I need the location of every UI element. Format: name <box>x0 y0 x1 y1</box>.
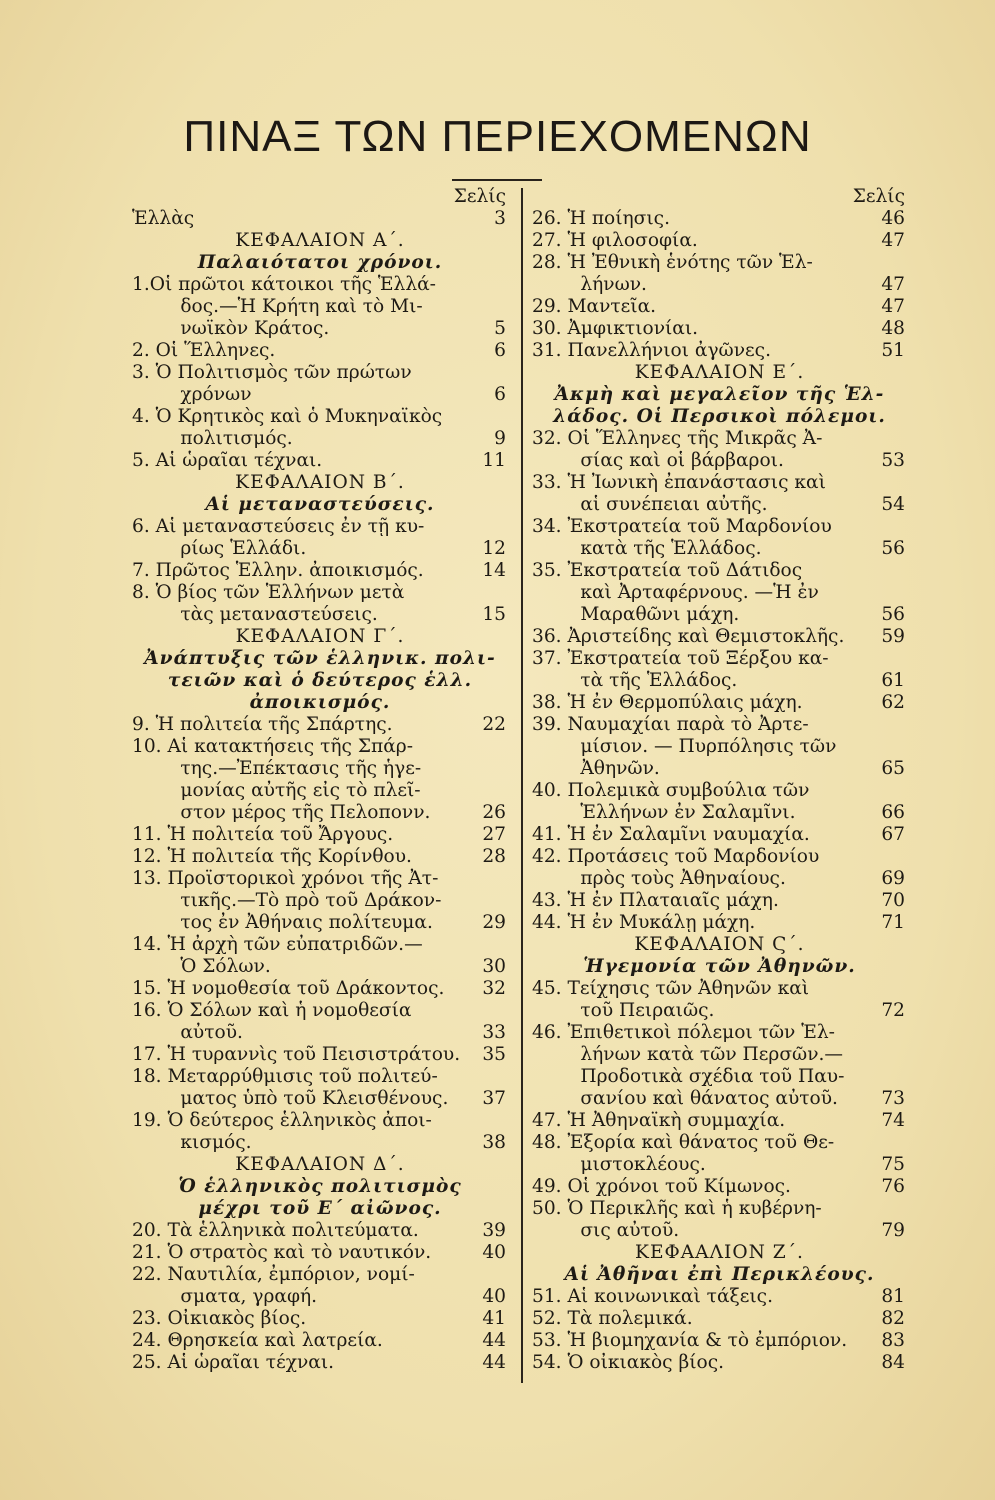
toc-entry <box>132 1352 508 1374</box>
page-number: 28 <box>482 846 506 867</box>
page-number: 74 <box>881 1110 905 1131</box>
entry-text-line: 9. Ἡ πολιτεία τῆς Σπάρτης. <box>132 714 393 735</box>
chapter-subtitle <box>132 252 508 274</box>
toc-entry <box>532 1110 907 1132</box>
toc-entry <box>532 846 907 890</box>
toc-entry <box>132 1242 508 1264</box>
entry-text-line: δος.—Ἡ Κρήτη καὶ τὸ Μι- <box>180 296 423 317</box>
entry-text-line: 28. Ἡ Ἐθνικὴ ἑνότης τῶν Ἑλ- <box>532 252 813 273</box>
entry-text-line: 32. Οἱ Ἕλληνες τῆς Μικρᾶς Ἀ- <box>532 428 823 449</box>
chapter-subtitle <box>532 1264 907 1286</box>
toc-entry <box>532 1286 907 1308</box>
page-number: 22 <box>482 714 506 735</box>
entry-text-line: 29. Μαντεῖα. <box>532 296 657 317</box>
entry-text-line: Ὁ Σόλων. <box>180 956 271 977</box>
entry-text-line: 38. Ἡ ἐν Θερμοπύλαις μάχη. <box>532 692 803 713</box>
entry-text-line: κατὰ τῆς Ἑλλάδος. <box>580 538 762 559</box>
page-number: 44 <box>482 1330 506 1351</box>
page-number: 40 <box>482 1242 506 1263</box>
entry-text-line: ΚΕΦΑΛΑΙΟΝ Δ΄. <box>235 1154 405 1175</box>
entry-text-line: 49. Οἱ χρόνοι τοῦ Κίμωνος. <box>532 1176 791 1197</box>
entry-text-line: 22. Ναυτιλία, ἐμπόριον, νομί- <box>132 1264 415 1285</box>
chapter-heading <box>532 934 907 956</box>
toc-entry <box>132 582 508 626</box>
toc-entry <box>532 648 907 692</box>
toc-entry <box>532 252 907 296</box>
entry-text-line: τοῦ Πειραιῶς. <box>580 1000 715 1021</box>
entry-text-line: στον μέρος τῆς Πελοπονν. <box>180 802 431 823</box>
entry-text-line: 10. Αἱ κατακτήσεις τῆς Σπάρ- <box>132 736 414 757</box>
page-number: 61 <box>881 670 905 691</box>
entry-text-line: μιστοκλέους. <box>580 1154 706 1175</box>
page-number: 6 <box>494 384 506 405</box>
page-number: 71 <box>881 912 905 933</box>
entry-text-line: 53. Ἡ βιομηχανία & τὸ ἐμπόριον. <box>532 1330 848 1351</box>
toc-entry <box>532 1352 907 1374</box>
chapter-subtitle <box>132 1176 508 1220</box>
entry-text-line: μίσιον. — Πυρπόλησις τῶν <box>580 736 837 757</box>
page-number: 47 <box>881 274 905 295</box>
entry-text-line: 52. Τὰ πολεμικά. <box>532 1308 693 1329</box>
entry-text-line: 1.Οἱ πρῶτοι κάτοικοι τῆς Ἑλλά- <box>132 274 436 295</box>
entry-text-line: 25. Αἱ ὡραῖαι τέχναι. <box>132 1352 335 1373</box>
entry-text-line: 43. Ἡ ἐν Πλαταιαῖς μάχη. <box>532 890 779 911</box>
toc-entry <box>532 1330 907 1352</box>
chapter-subtitle <box>132 494 508 516</box>
page-number: 66 <box>881 802 905 823</box>
entry-text-line: 13. Προϊστορικοὶ χρόνοι τῆς Ἀτ- <box>132 868 439 889</box>
entry-text-line: 3. Ὁ Πολιτισμὸς τῶν πρώτων <box>132 362 412 383</box>
entry-text-line: 31. Πανελλήνιοι ἀγῶνες. <box>532 340 771 361</box>
entry-text-line: καὶ Ἀρταφέρνους. —Ἡ ἐν <box>580 582 819 603</box>
entry-text-line: Ἀνάπτυξις τῶν ἑλληνικ. πολι- <box>144 648 496 669</box>
entry-text-line: ΚΕΦΑΑΛΙΟΝ Ζ΄. <box>635 1242 804 1263</box>
toc-entry <box>532 890 907 912</box>
page-number: 83 <box>881 1330 905 1351</box>
toc-entry <box>132 1110 508 1154</box>
page-number: 39 <box>482 1220 506 1241</box>
entry-text-line: Μαραθῶνι μάχη. <box>580 604 740 625</box>
entry-text-line: 18. Μεταρρύθμισις τοῦ πολιτεύ- <box>132 1066 438 1087</box>
page-number: 41 <box>482 1308 506 1329</box>
toc-entry <box>532 1198 907 1242</box>
entry-text-line: ΚΕΦΑΛΑΙΟΝ Γ΄. <box>235 626 405 647</box>
chapter-heading <box>132 472 508 494</box>
page-number: 48 <box>881 318 905 339</box>
entry-text-line: ΚΕΦΑΛΑΙΟΝ Α΄. <box>235 230 405 251</box>
page-number: 72 <box>881 1000 905 1021</box>
page-number: 14 <box>482 560 506 581</box>
page-number: 81 <box>881 1286 905 1307</box>
entry-text-line: Ἑλλήνων ἐν Σαλαμῖνι. <box>580 802 796 823</box>
entry-text-line: 26. Ἡ ποίησις. <box>532 208 670 229</box>
entry-text-line: αὐτοῦ. <box>180 1022 243 1043</box>
entry-text-line: 21. Ὁ στρατὸς καὶ τὸ ναυτικόν. <box>132 1242 432 1263</box>
page-number: 56 <box>881 538 905 559</box>
page-number: 29 <box>482 912 506 933</box>
chapter-heading <box>132 230 508 252</box>
left-column <box>132 186 508 1374</box>
toc-entry <box>132 1308 508 1330</box>
entry-text-line: ρίως Ἑλλάδι. <box>180 538 307 559</box>
page-number: 11 <box>482 450 506 471</box>
entry-text-line: 24. Θρησκεία καὶ λατρεία. <box>132 1330 383 1351</box>
entry-text-line: τὰ τῆς Ἑλλάδος. <box>580 670 738 691</box>
page-number: 26 <box>482 802 506 823</box>
page-number: 75 <box>881 1154 905 1175</box>
entry-text-line: Αἱ μεταναστεύσεις. <box>205 494 435 515</box>
chapter-subtitle <box>532 956 907 978</box>
entry-text-line: 5. Αἱ ὡραῖαι τέχναι. <box>132 450 323 471</box>
entry-text-line: πολιτισμός. <box>180 428 293 449</box>
title-underline <box>452 179 542 181</box>
entry-text-line: 19. Ὁ δεύτερος ἑλληνικὸς ἀποι- <box>132 1110 432 1131</box>
entry-text-line: νωϊκὸν Κράτος. <box>180 318 330 339</box>
entry-text-line: 7. Πρῶτος Ἑλλην. ἀποικισμός. <box>132 560 424 581</box>
page-number: 27 <box>482 824 506 845</box>
page-number: 67 <box>881 824 905 845</box>
toc-entry <box>532 318 907 340</box>
entry-text-line: Ὁ ἑλληνικὸς πολιτισμὸς <box>178 1176 462 1197</box>
right-column <box>532 186 907 1374</box>
toc-entry <box>532 1308 907 1330</box>
entry-text-line: τος ἐν Ἀθήναις πολίτευμα. <box>180 912 433 933</box>
entry-text-line: μονίας αὐτῆς εἰς τὸ πλεῖ- <box>180 780 421 801</box>
toc-entry <box>132 846 508 868</box>
toc-entry <box>132 1000 508 1044</box>
entry-text-line: 16. Ὁ Σόλων καὶ ἡ νομοθεσία <box>132 1000 412 1021</box>
entry-text-line: 37. Ἐκστρατεία τοῦ Ξέρξου κα- <box>532 648 829 669</box>
toc-entry <box>132 516 508 560</box>
chapter-heading <box>532 1242 907 1264</box>
entry-text-line: Παλαιότατοι χρόνοι. <box>197 252 443 273</box>
entry-text-line: 39. Ναυμαχίαι παρὰ τὸ Ἀρτε- <box>532 714 809 735</box>
toc-entry <box>532 230 907 252</box>
toc-entry <box>532 978 907 1022</box>
entry-text-line: 12. Ἡ πολιτεία τῆς Κορίνθου. <box>132 846 412 867</box>
entry-text-line: σις αὐτοῦ. <box>580 1220 680 1241</box>
page-number: 46 <box>881 208 905 229</box>
entry-text-line: σματα, γραφή. <box>180 1286 318 1307</box>
toc-entry <box>132 714 508 736</box>
entry-text-line: 42. Προτάσεις τοῦ Μαρδονίου <box>532 846 820 867</box>
entry-text-line: 50. Ὁ Περικλῆς καὶ ἡ κυβέρνη- <box>532 1198 822 1219</box>
entry-text-line: 33. Ἡ Ἰωνικὴ ἐπανάστασις καὶ <box>532 472 826 493</box>
page-number: 59 <box>881 626 905 647</box>
entry-text-line: 47. Ἡ Ἀθηναϊκὴ συμμαχία. <box>532 1110 786 1131</box>
toc-entry <box>132 868 508 934</box>
page-column-header: Σελίς <box>453 186 506 207</box>
entry-text-line: 27. Ἡ φιλοσοφία. <box>532 230 698 251</box>
page-number: 38 <box>482 1132 506 1153</box>
page-number: 51 <box>881 340 905 361</box>
toc-entry <box>532 1132 907 1176</box>
chapter-subtitle <box>132 648 508 714</box>
entry-text-line: κισμός. <box>180 1132 252 1153</box>
toc-entry <box>132 1220 508 1242</box>
page-number: 35 <box>482 1044 506 1065</box>
entry-text-line: Ἀκμὴ καὶ μεγαλεῖον τῆς Ἑλ- <box>554 384 885 405</box>
toc-entry <box>132 406 508 450</box>
entry-text-line: 48. Ἐξορία καὶ θάνατος τοῦ Θε- <box>532 1132 835 1153</box>
entry-text-line: 36. Ἀριστείδης καὶ Θεμιστοκλῆς. <box>532 626 845 647</box>
page-number: 54 <box>881 494 905 515</box>
toc-entry <box>132 1044 508 1066</box>
toc-entry <box>132 934 508 978</box>
page-number: 84 <box>881 1352 905 1373</box>
entry-text-line: τικῆς.—Τὸ πρὸ τοῦ Δράκον- <box>180 890 442 911</box>
entry-text-line: 14. Ἡ ἀρχὴ τῶν εὐπατριδῶν.— <box>132 934 423 955</box>
page-number: 82 <box>881 1308 905 1329</box>
page-number: 73 <box>881 1088 905 1109</box>
page-number: 32 <box>482 978 506 999</box>
page-number: 62 <box>881 692 905 713</box>
toc-entry <box>532 428 907 472</box>
toc-entry <box>532 824 907 846</box>
entry-text-line: 30. Ἀμφικτιονίαι. <box>532 318 699 339</box>
entry-text-line: 44. Ἡ ἐν Μυκάλῃ μάχη. <box>532 912 756 933</box>
toc-entry <box>532 714 907 780</box>
page-number: 6 <box>494 340 506 361</box>
page-number: 30 <box>482 956 506 977</box>
toc-entry <box>532 516 907 560</box>
entry-text-line: Ἑλλὰς <box>132 208 195 229</box>
chapter-heading <box>132 1154 508 1176</box>
entry-text-line: 46. Ἐπιθετικοὶ πόλεμοι τῶν Ἑλ- <box>532 1022 835 1043</box>
entry-text-line: λήνων. <box>580 274 647 295</box>
toc-entry <box>132 560 508 582</box>
column-divider <box>521 188 523 1383</box>
entry-text-line: 20. Τὰ ἑλληνικὰ πολιτεύματα. <box>132 1220 419 1241</box>
toc-entry <box>532 208 907 230</box>
entry-text-line: 8. Ὁ βίος τῶν Ἑλλήνων μετὰ <box>132 582 405 603</box>
entry-text-line: 2. Οἱ Ἕλληνες. <box>132 340 276 361</box>
page-title: ΠΙΝΑΞ ΤΩΝ ΠΕΡΙΕΧΟΜΕΝΩΝ <box>183 112 812 161</box>
entry-text-line: Αἱ Ἀθῆναι ἐπὶ Περικλέους. <box>564 1264 875 1285</box>
page-number: 37 <box>482 1088 506 1109</box>
entry-text-line: 40. Πολεμικὰ συμβούλια τῶν <box>532 780 810 801</box>
toc-entry <box>532 1176 907 1198</box>
entry-text-line: ΚΕΦΑΛΑΙΟΝ Ε΄. <box>634 362 805 383</box>
page-number: 69 <box>881 868 905 889</box>
entry-text-line: λήνων κατὰ τῶν Περσῶν.— <box>580 1044 843 1065</box>
toc-entry <box>532 692 907 714</box>
entry-text-line: 35. Ἐκστρατεία τοῦ Δάτιδος <box>532 560 803 581</box>
toc-entry <box>132 736 508 824</box>
toc-entry <box>532 472 907 516</box>
page-number: 9 <box>494 428 506 449</box>
entry-text-line: 15. Ἡ νομοθεσία τοῦ Δράκοντος. <box>132 978 445 999</box>
page-number: 65 <box>881 758 905 779</box>
toc-entry <box>532 560 907 626</box>
page-number: 76 <box>881 1176 905 1197</box>
entry-text-line: ματος ὑπὸ τοῦ Κλεισθένους. <box>180 1088 449 1109</box>
entry-text-line: 23. Οἰκιακὸς βίος. <box>132 1308 307 1329</box>
page-number: 33 <box>482 1022 506 1043</box>
entry-text-line: 17. Ἡ τυραννὶς τοῦ Πεισιστράτου. <box>132 1044 461 1065</box>
entry-text-line: 45. Τείχησις τῶν Ἀθηνῶν καὶ <box>532 978 810 999</box>
toc-entry <box>132 1264 508 1308</box>
toc-entry <box>132 450 508 472</box>
entry-text-line: τειῶν καὶ ὁ δεύτερος ἑλλ. <box>167 670 473 691</box>
entry-text-line: 34. Ἐκστρατεία τοῦ Μαρδονίου <box>532 516 832 537</box>
chapter-heading <box>532 362 907 384</box>
chapter-subtitle <box>532 384 907 428</box>
toc-entry <box>132 1066 508 1110</box>
page-number: 53 <box>881 450 905 471</box>
entry-text-line: σίας καὶ οἱ βάρβαροι. <box>580 450 784 471</box>
entry-text-line: μέχρι τοῦ Ε΄ αἰῶνος. <box>198 1198 442 1219</box>
entry-text-line: χρόνων <box>180 384 252 405</box>
entry-text-line: 6. Αἱ μεταναστεύσεις ἐν τῇ κυ- <box>132 516 425 537</box>
page-number: 79 <box>881 1220 905 1241</box>
page-number: 47 <box>881 296 905 317</box>
entry-text-line: τὰς μεταναστεύσεις. <box>180 604 378 625</box>
toc-entry <box>132 208 508 230</box>
page-number: 47 <box>881 230 905 251</box>
entry-text-line: αἱ συνέπειαι αὐτῆς. <box>580 494 768 515</box>
page-number: 56 <box>881 604 905 625</box>
page-number: 40 <box>482 1286 506 1307</box>
toc-entry <box>132 978 508 1000</box>
chapter-heading <box>132 626 508 648</box>
entry-text-line: λάδος. Οἱ Περσικοὶ πόλεμοι. <box>553 406 886 427</box>
toc-entry <box>532 296 907 318</box>
entry-text-line: 51. Αἱ κοινωνικαὶ τάξεις. <box>532 1286 773 1307</box>
toc-entry <box>532 1022 907 1110</box>
toc-entry <box>132 362 508 406</box>
entry-text-line: 4. Ὁ Κρητικὸς καὶ ὁ Μυκηναϊκὸς <box>132 406 443 427</box>
toc-entry <box>132 340 508 362</box>
page-number: 3 <box>494 208 506 229</box>
entry-text-line: πρὸς τοὺς Ἀθηναίους. <box>580 868 786 889</box>
toc-entry <box>132 1330 508 1352</box>
page-number: 5 <box>494 318 506 339</box>
toc-entry <box>532 340 907 362</box>
page-number: 44 <box>482 1352 506 1373</box>
entry-text-line: 11. Ἡ πολιτεία τοῦ Ἄργους. <box>132 824 394 845</box>
toc-entry <box>532 912 907 934</box>
toc-entry <box>532 780 907 824</box>
page-number: 70 <box>881 890 905 911</box>
page-number: 15 <box>482 604 506 625</box>
page-number: 12 <box>482 538 506 559</box>
toc-entry <box>132 824 508 846</box>
toc-entry <box>132 274 508 340</box>
toc-entry <box>532 626 907 648</box>
entry-text-line: της.—Ἐπέκτασις τῆς ἡγε- <box>180 758 422 779</box>
entry-text-line: ἀποικισμός. <box>249 692 391 713</box>
entry-text-line: Ἀθηνῶν. <box>580 758 660 779</box>
entry-text-line: ΚΕΦΑΛΑΙΟΝ Ϛ΄. <box>634 934 805 955</box>
entry-text-line: ΚΕΦΑΛΑΙΟΝ Β΄. <box>235 472 405 493</box>
entry-text-line: 54. Ὁ οἰκιακὸς βίος. <box>532 1352 725 1373</box>
entry-text-line: σανίου καὶ θάνατος αὐτοῦ. <box>580 1088 838 1109</box>
page-column-header: Σελίς <box>852 186 905 207</box>
entry-text-line: 41. Ἡ ἐν Σαλαμῖνι ναυμαχία. <box>532 824 810 845</box>
entry-text-line: Ἡγεμονία τῶν Ἀθηνῶν. <box>583 956 856 977</box>
entry-text-line: Προδοτικὰ σχέδια τοῦ Παυ- <box>580 1066 845 1087</box>
